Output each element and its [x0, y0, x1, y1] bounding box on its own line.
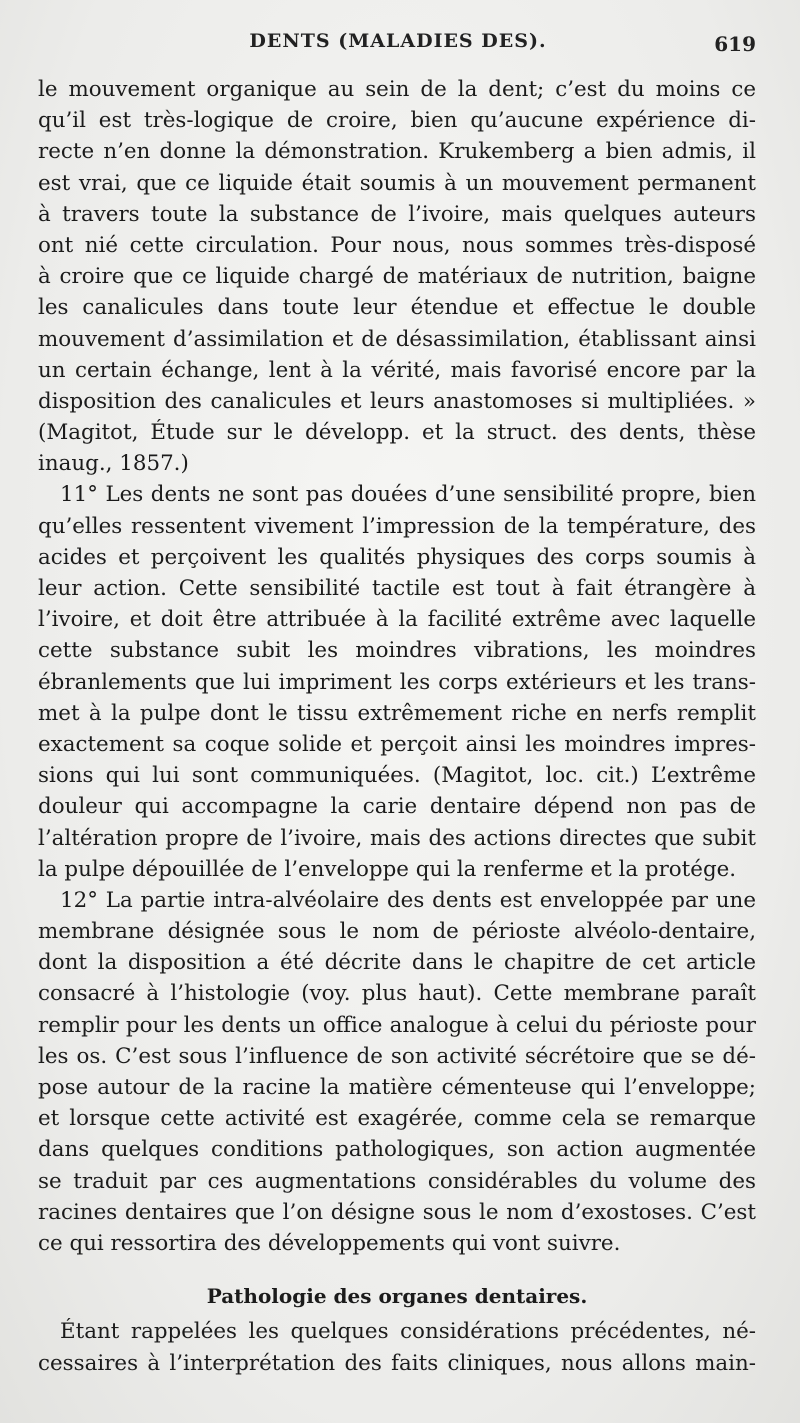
text-line: à croire que ce liquide chargé de matériaux de nutrition, baigne — [38, 264, 756, 290]
page-header — [38, 30, 758, 64]
text-line: et lorsque cette activité est exagérée, comme cela se remarque — [38, 1106, 756, 1132]
text-line: ébranlements que lui impriment les corps extérieurs et les trans- — [38, 669, 756, 695]
closing-text-block — [38, 1316, 756, 1378]
running-head: DENTS (MALADIES DES). — [249, 30, 547, 52]
text-line: ce qui ressortira des développements qui vont suivre. — [38, 1230, 621, 1256]
text-line: l’altération propre de l’ivoire, mais des actions directes que subit — [38, 825, 756, 851]
text-line: pose autour de la racine la matière cémenteuse qui l’enveloppe; — [38, 1075, 756, 1100]
text-line: les canalicules dans toute leur étendue et effectue le double — [38, 295, 756, 321]
text-line: remplir pour les dents un office analogue à celui du périoste pour — [38, 1012, 756, 1038]
text-line: à travers toute la substance de l’ivoire, mais quelques auteurs — [38, 201, 756, 227]
text-line: racines dentaires que l’on désigne sous le nom d’exostoses. C’est — [38, 1199, 756, 1225]
text-line: recte n’en donne la démonstration. Krukemberg a bien admis, il — [38, 139, 756, 165]
text-line: les os. C’est sous l’influence de son activité sécrétoire que se dé- — [38, 1043, 756, 1069]
text-line: ont nié cette circulation. Pour nous, nous sommes très-disposé — [38, 232, 756, 258]
text-line: la pulpe dépouillée de l’enveloppe qui la renferme et la protége. — [38, 856, 737, 882]
text-line: cessaires à l’interprétation des faits cliniques, nous allons main- — [38, 1350, 756, 1376]
text-line: 12° La partie intra-alvéolaire des dents est enveloppée par une — [60, 887, 756, 913]
text-line: l’ivoire, et doit être attribuée à la facilité extrême avec laquelle — [38, 607, 756, 633]
text-line: leur action. Cette sensibilité tactile est tout à fait étrangère à — [38, 576, 756, 601]
page-number: 619 — [714, 32, 756, 56]
main-text-block — [38, 74, 756, 1259]
text-line: consacré à l’histologie (voy. plus haut). Cette membrane paraît — [38, 981, 756, 1007]
text-line: exactement sa coque solide et perçoit ainsi les moindres impres- — [38, 731, 756, 757]
text-line: met à la pulpe dont le tissu extrêmement riche en nerfs remplit — [38, 700, 756, 726]
text-line: acides et perçoivent les qualités physiques des corps soumis à — [38, 544, 756, 570]
body-text — [38, 74, 756, 1379]
text-line: le mouvement organique au sein de la dent; c’est du moins ce — [38, 77, 756, 102]
section-heading: Pathologie des organes dentaires. — [206, 1284, 588, 1309]
text-line: inaug., 1857.) — [38, 451, 189, 477]
text-line: (Magitot, Étude sur le développ. et la struct. des dents, thèse — [38, 420, 756, 446]
text-line: mouvement d’assimilation et de désassimilation, établissant ainsi — [38, 326, 756, 352]
text-line: membrane désignée sous le nom de périoste alvéolo-dentaire, — [38, 919, 756, 945]
text-line: disposition des canalicules et leurs anastomoses si multipliées. » — [38, 388, 756, 414]
text-line: qu’elles ressentent vivement l’impression de la température, des — [38, 513, 756, 539]
text-line: un certain échange, lent à la vérité, mais favorisé encore par la — [38, 357, 756, 383]
text-line: qu’il est très-logique de croire, bien qu’aucune expérience di- — [38, 108, 756, 134]
text-line: est vrai, que ce liquide était soumis à un mouvement permanent — [38, 170, 756, 196]
text-line: sions qui lui sont communiquées. (Magitot, loc. cit.) L’extrême — [38, 763, 756, 789]
text-line: dans quelques conditions pathologiques, son action augmentée — [38, 1137, 756, 1163]
text-line: Étant rappelées les quelques considérations précédentes, né- — [60, 1319, 756, 1345]
text-line: cette substance subit les moindres vibrations, les moindres — [38, 638, 756, 664]
text-line: se traduit par ces augmentations considérables du volume des — [38, 1168, 756, 1194]
text-line: douleur qui accompagne la carie dentaire dépend non pas de — [38, 794, 756, 820]
text-line: dont la disposition a été décrite dans le chapitre de cet article — [38, 950, 756, 976]
text-line: 11° Les dents ne sont pas douées d’une sensibilité propre, bien — [60, 482, 756, 508]
